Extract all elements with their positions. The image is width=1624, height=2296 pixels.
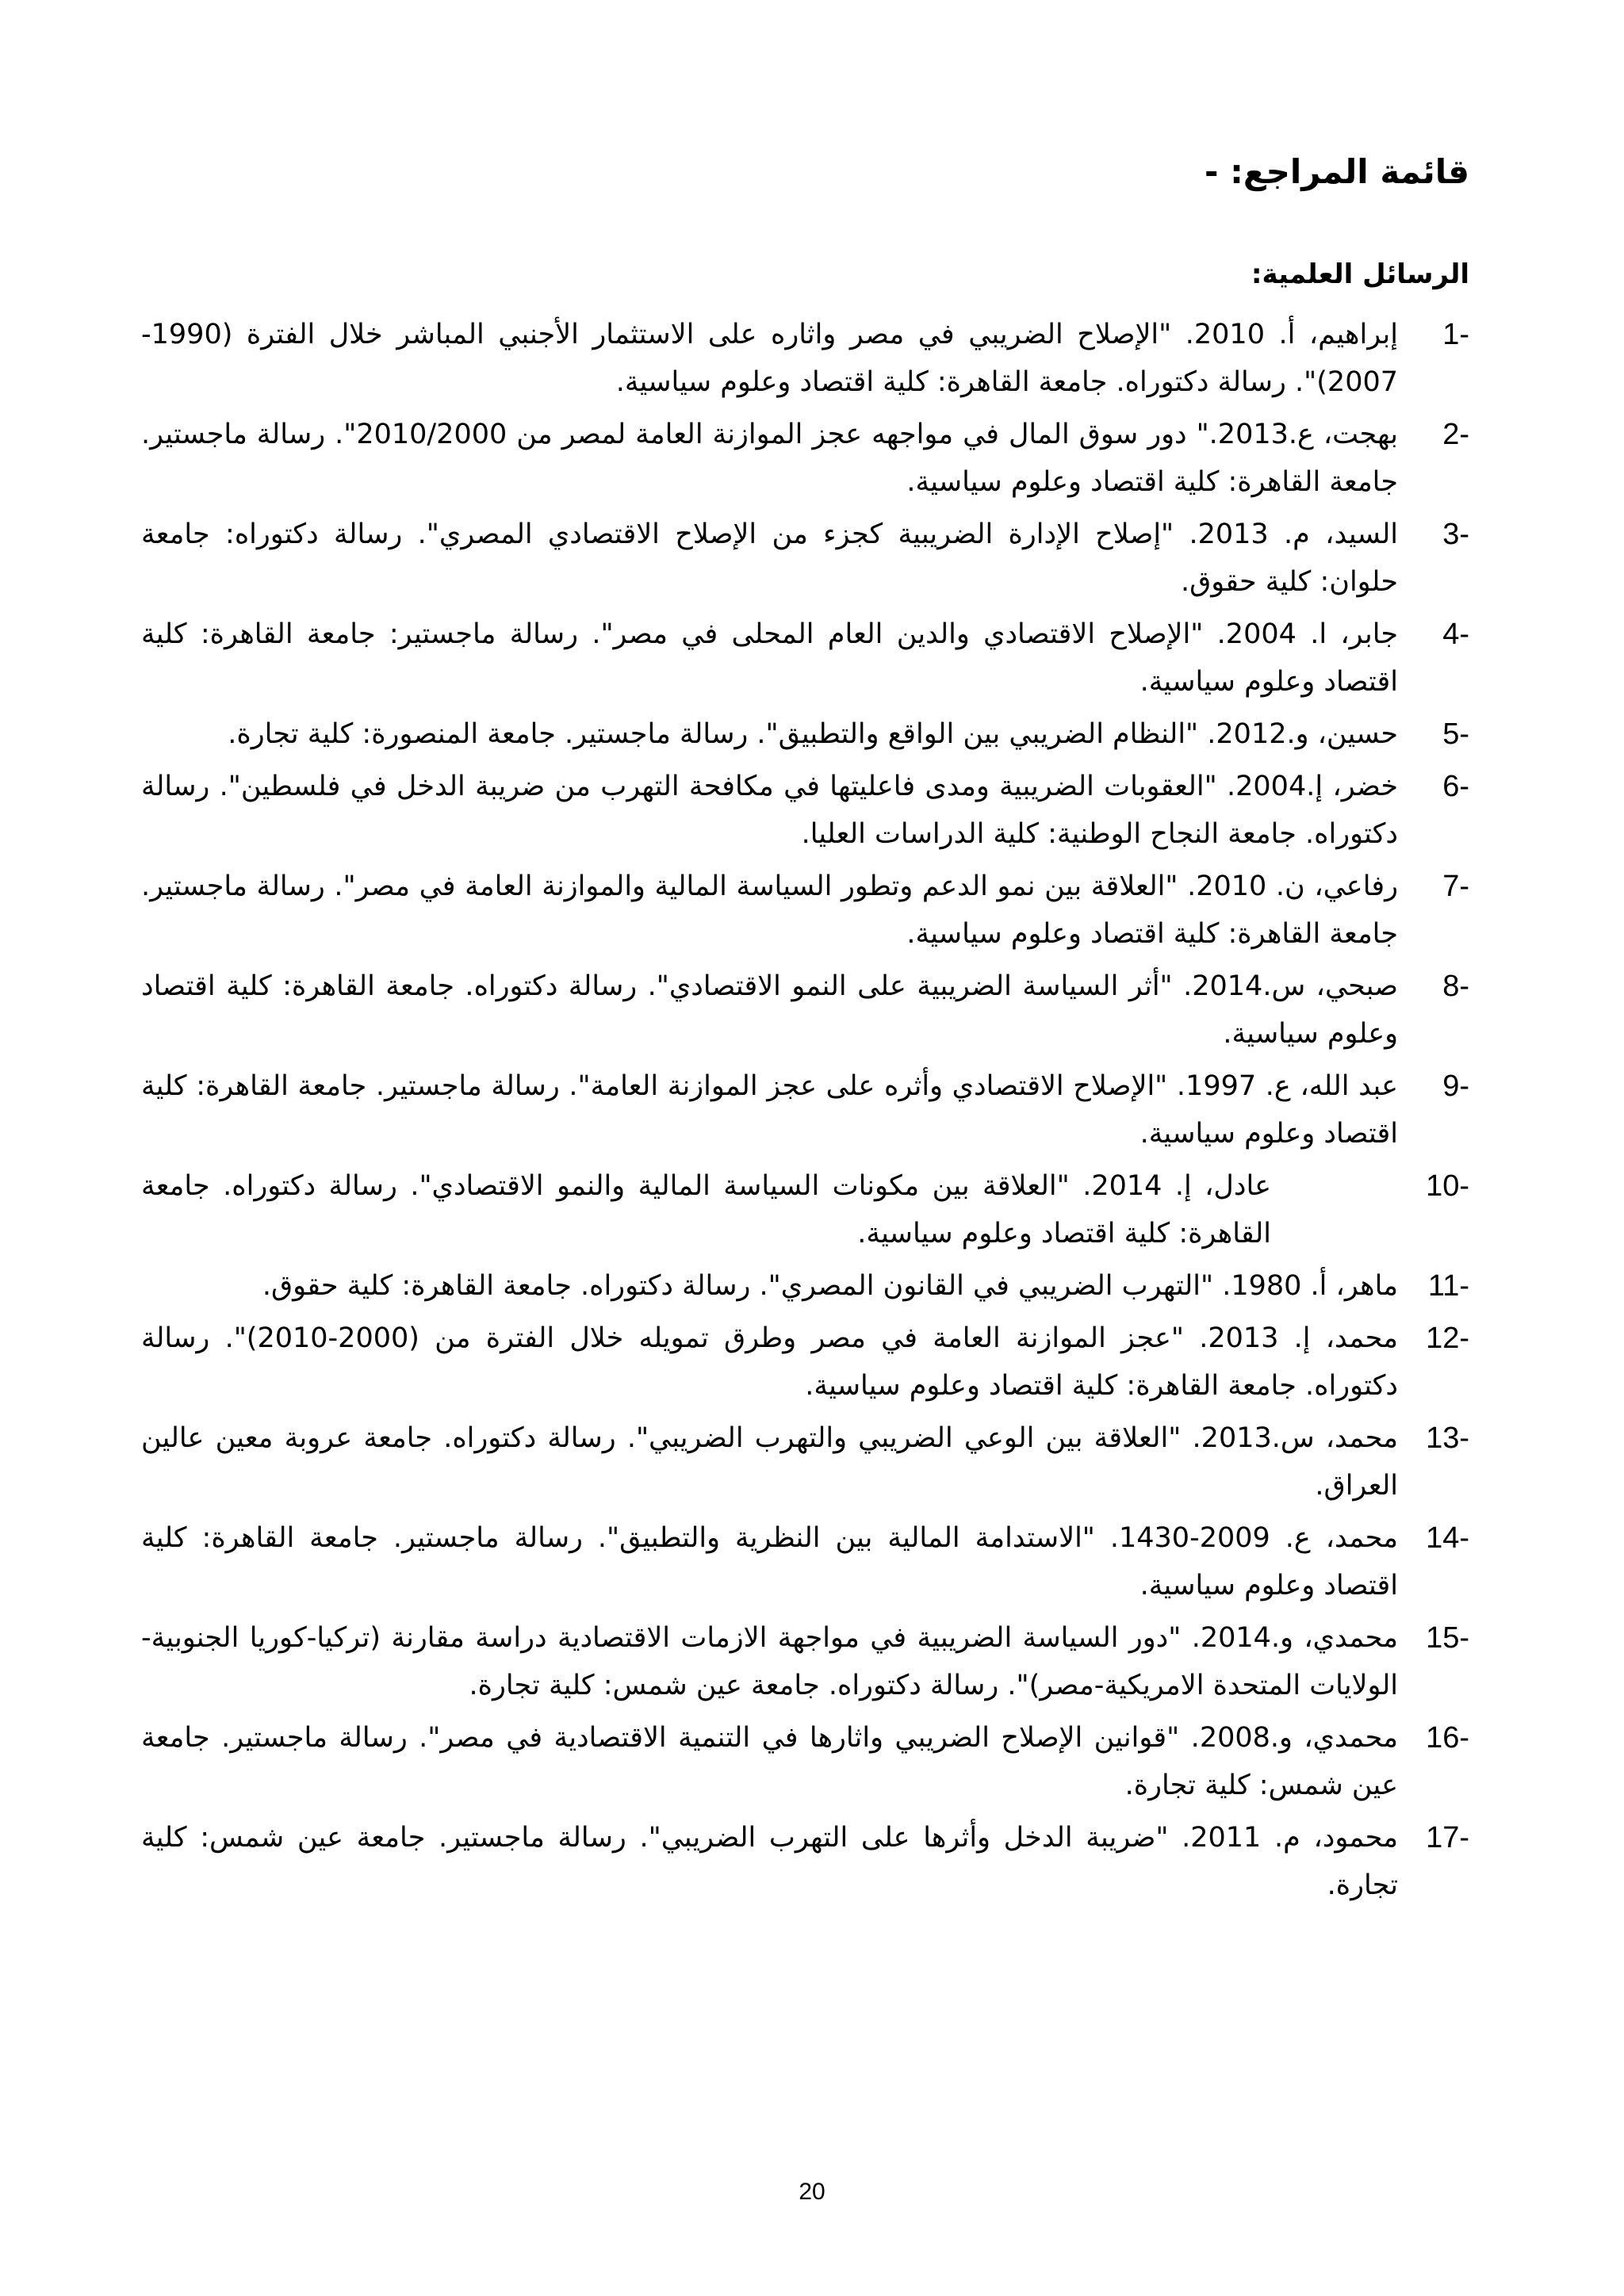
reference-number: 3- <box>1442 518 1469 551</box>
reference-number: 10- <box>1426 1169 1469 1203</box>
reference-text: عبد الله، ع. 1997. "الإصلاح الاقتصادي وأثره على عجز الموازنة العامة". رسالة ماجستير. جامعة القاهرة: كلية اقتصاد وعلوم سياسية. <box>141 1070 1398 1150</box>
reference-number: 6- <box>1442 770 1469 803</box>
reference-number: 9- <box>1442 1070 1469 1103</box>
page-number: 20 <box>799 2179 825 2205</box>
reference-item <box>141 962 1469 1058</box>
reference-number: 1- <box>1442 318 1469 351</box>
reference-text: صبحي، س.2014. "أثر السياسة الضريبية على النمو الاقتصادي". رسالة دكتوراه. جامعة القاهرة: كلية اقتصاد وعلوم سياسية. <box>141 970 1398 1050</box>
reference-text: محمد، إ. 2013. "عجز الموازنة العامة في مصر وطرق تمويله خلال الفترة من (2000-2010)". رسالة دكتوراه. جامعة القاهرة: كلية اقتصاد وعلوم سياسية. <box>141 1322 1399 1402</box>
reference-number: 4- <box>1442 618 1469 651</box>
reference-list <box>141 311 1469 1914</box>
reference-text: بهجت، ع.2013." دور سوق المال في مواجهه عجز الموازنة العامة لمصر من 2010/2000". رسالة ماجستير. جامعة القاهرة: كلية اقتصاد وعلوم سياسية. <box>141 419 1398 498</box>
page-title: قائمة المراجع: - <box>1205 152 1469 191</box>
reference-item <box>141 1414 1469 1510</box>
reference-item <box>141 511 1469 606</box>
reference-text: إبراهيم، أ. 2010. "الإصلاح الضريبي في مصر واثاره على الاستثمار الأجنبي المباشر خلال الفترة (1990-2007)". رسالة دكتوراه. جامعة القاهرة: كلية اقتصاد وعلوم سياسية. <box>141 319 1398 398</box>
reference-item <box>141 1314 1469 1410</box>
reference-text: جابر، ا. 2004. "الإصلاح الاقتصادي والدين العام المحلى في مصر". رسالة ماجستير: جامعة القاهرة: كلية اقتصاد وعلوم سياسية. <box>141 618 1399 698</box>
reference-text: حسين، و.2012. "النظام الضريبي بين الواقع والتطبيق". رسالة ماجستير. جامعة المنصورة: كلية تجارة. <box>228 718 1398 750</box>
reference-item <box>141 710 1469 758</box>
reference-item <box>141 1614 1469 1709</box>
reference-text: محمدي، و.2014. "دور السياسة الضريبية في مواجهة الازمات الاقتصادية دراسة مقارنة (تركيا-كوريا الجنوبية-الولايات المتحدة الامريكية-مصر)". رسالة دكتوراه. جامعة عين شمس: كلية تجارة. <box>141 1622 1398 1701</box>
reference-text: ماهر، أ. 1980. "التهرب الضريبي في القانون المصري". رسالة دكتوراه. جامعة القاهرة: كلية حقوق. <box>262 1270 1398 1302</box>
reference-item <box>141 763 1469 858</box>
reference-item <box>141 1814 1469 1909</box>
reference-item <box>141 311 1469 406</box>
reference-text: السيد، م. 2013. "إصلاح الإدارة الضريبية كجزء من الإصلاح الاقتصادي المصري". رسالة دكتوراه: جامعة حلوان: كلية حقوق. <box>141 519 1398 598</box>
reference-number: 7- <box>1442 870 1469 903</box>
reference-number: 15- <box>1426 1621 1469 1655</box>
reference-text: خضر، إ.2004. "العقوبات الضريبية ومدى فاعليتها في مكافحة التهرب من ضريبة الدخل في فلسطين". رسالة دكتوراه. جامعة النجاح الوطنية: كلية الدراسات العليا. <box>141 771 1398 850</box>
reference-text: محمد، ع. 2009-1430. "الاستدامة المالية بين النظرية والتطبيق". رسالة ماجستير. جامعة القاهرة: كلية اقتصاد وعلوم سياسية. <box>141 1522 1398 1601</box>
reference-item <box>141 1162 1469 1257</box>
reference-number: 13- <box>1426 1422 1469 1455</box>
reference-number: 17- <box>1426 1821 1469 1854</box>
reference-item <box>141 1714 1469 1809</box>
reference-item <box>141 610 1469 706</box>
reference-item <box>141 863 1469 958</box>
reference-number: 8- <box>1442 970 1469 1003</box>
reference-text: رفاعي، ن. 2010. "العلاقة بين نمو الدعم وتطور السياسة المالية والموازنة العامة في مصر". رسالة ماجستير. جامعة القاهرة: كلية اقتصاد وعلوم سياسية. <box>141 871 1398 950</box>
reference-text: محمد، س.2013. "العلاقة بين الوعي الضريبي والتهرب الضريبي". رسالة دكتوراه. جامعة عروبة معين عالين العراق. <box>141 1422 1399 1502</box>
section-heading: الرسائل العلمية: <box>1251 258 1469 290</box>
reference-text: محمود، م. 2011. "ضريبة الدخل وأثرها على التهرب الضريبي". رسالة ماجستير. جامعة عين شمس: كلية تجارة. <box>141 1822 1398 1901</box>
reference-item <box>141 1514 1469 1609</box>
reference-item <box>141 411 1469 506</box>
reference-number: 5- <box>1442 718 1469 751</box>
reference-number: 2- <box>1442 418 1469 451</box>
reference-text: عادل، إ. 2014. "العلاقة بين مكونات السياسة المالية والنمو الاقتصادي". رسالة دكتوراه. جامعة القاهرة: كلية اقتصاد وعلوم سياسية. <box>141 1170 1271 1249</box>
reference-number: 12- <box>1426 1322 1469 1355</box>
reference-item <box>141 1062 1469 1158</box>
reference-number: 11- <box>1427 1269 1469 1303</box>
reference-number: 16- <box>1426 1721 1469 1755</box>
reference-number: 14- <box>1426 1521 1469 1555</box>
reference-item <box>141 1262 1469 1310</box>
reference-text: محمدي، و.2008. "قوانين الإصلاح الضريبي واثارها في التنمية الاقتصادية في مصر". رسالة ماجستير. جامعة عين شمس: كلية تجارة. <box>141 1722 1398 1801</box>
